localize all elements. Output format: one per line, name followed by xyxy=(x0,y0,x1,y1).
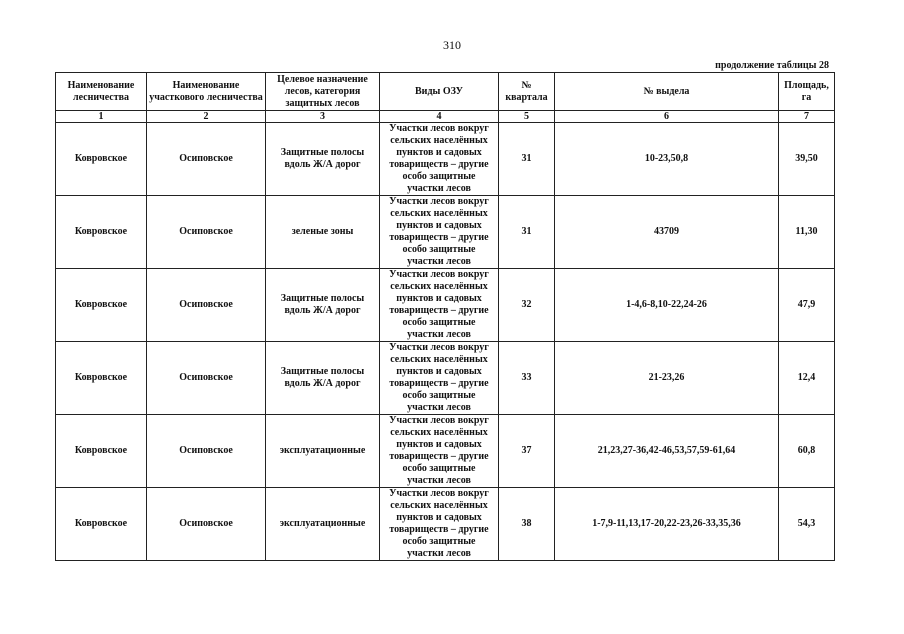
table-row xyxy=(56,196,835,269)
column-number: 5 xyxy=(499,111,555,123)
column-number: 6 xyxy=(555,111,779,123)
table-caption: продолжение таблицы 28 xyxy=(715,60,829,71)
table-row xyxy=(56,488,835,561)
table-row xyxy=(56,269,835,342)
allotments-cell: 21-23,26 xyxy=(555,342,779,415)
forestry-cell: Ковровское xyxy=(56,269,147,342)
page-number: 310 xyxy=(443,38,461,52)
header-ozu: Виды ОЗУ xyxy=(380,73,499,111)
forest-table xyxy=(55,72,835,561)
forestry-cell: Ковровское xyxy=(56,415,147,488)
purpose-cell: Защитные полосы вдоль Ж/А дорог xyxy=(266,269,380,342)
district-cell: Осиповское xyxy=(147,415,266,488)
area-cell: 47,9 xyxy=(779,269,835,342)
area-cell: 60,8 xyxy=(779,415,835,488)
quarter-cell: 38 xyxy=(499,488,555,561)
allotments-cell: 10-23,50,8 xyxy=(555,123,779,196)
purpose-cell: эксплуатационные xyxy=(266,488,380,561)
header-district: Наименование участкового лесничества xyxy=(147,73,266,111)
purpose-cell: Защитные полосы вдоль Ж/А дорог xyxy=(266,342,380,415)
purpose-cell: эксплуатационные xyxy=(266,415,380,488)
forestry-cell: Ковровское xyxy=(56,196,147,269)
district-cell: Осиповское xyxy=(147,123,266,196)
forestry-cell: Ковровское xyxy=(56,123,147,196)
ozu-cell: Участки лесов вокруг сельских населённых пунктов и садовых товариществ – другие особо защитные участки лесов xyxy=(380,196,499,269)
quarter-cell: 32 xyxy=(499,269,555,342)
column-number: 3 xyxy=(266,111,380,123)
area-cell: 12,4 xyxy=(779,342,835,415)
allotments-cell: 1-7,9-11,13,17-20,22-23,26-33,35,36 xyxy=(555,488,779,561)
table-header-row xyxy=(56,73,835,111)
district-cell: Осиповское xyxy=(147,488,266,561)
district-cell: Осиповское xyxy=(147,342,266,415)
ozu-cell: Участки лесов вокруг сельских населённых пунктов и садовых товариществ – другие особо защитные участки лесов xyxy=(380,488,499,561)
area-cell: 39,50 xyxy=(779,123,835,196)
header-purpose: Целевое назначение лесов, категория защитных лесов xyxy=(266,73,380,111)
district-cell: Осиповское xyxy=(147,269,266,342)
table-row xyxy=(56,123,835,196)
allotments-cell: 1-4,6-8,10-22,24-26 xyxy=(555,269,779,342)
column-number-row xyxy=(56,111,835,123)
forestry-cell: Ковровское xyxy=(56,342,147,415)
quarter-cell: 31 xyxy=(499,123,555,196)
column-number: 4 xyxy=(380,111,499,123)
forestry-cell: Ковровское xyxy=(56,488,147,561)
table-row xyxy=(56,342,835,415)
ozu-cell: Участки лесов вокруг сельских населённых пунктов и садовых товариществ – другие особо защитные участки лесов xyxy=(380,342,499,415)
allotments-cell: 21,23,27-36,42-46,53,57,59-61,64 xyxy=(555,415,779,488)
column-number: 1 xyxy=(56,111,147,123)
area-cell: 54,3 xyxy=(779,488,835,561)
header-forestry: Наименование лесничества xyxy=(56,73,147,111)
header-area: Площадь, га xyxy=(779,73,835,111)
area-cell: 11,30 xyxy=(779,196,835,269)
purpose-cell: Защитные полосы вдоль Ж/А дорог xyxy=(266,123,380,196)
quarter-cell: 33 xyxy=(499,342,555,415)
header-quarter: № квартала xyxy=(499,73,555,111)
ozu-cell: Участки лесов вокруг сельских населённых пунктов и садовых товариществ – другие особо защитные участки лесов xyxy=(380,269,499,342)
ozu-cell: Участки лесов вокруг сельских населённых пунктов и садовых товариществ – другие особо защитные участки лесов xyxy=(380,415,499,488)
purpose-cell: зеленые зоны xyxy=(266,196,380,269)
ozu-cell: Участки лесов вокруг сельских населённых пунктов и садовых товариществ – другие особо защитные участки лесов xyxy=(380,123,499,196)
table-row xyxy=(56,415,835,488)
allotments-cell: 43709 xyxy=(555,196,779,269)
quarter-cell: 31 xyxy=(499,196,555,269)
quarter-cell: 37 xyxy=(499,415,555,488)
column-number: 7 xyxy=(779,111,835,123)
district-cell: Осиповское xyxy=(147,196,266,269)
column-number: 2 xyxy=(147,111,266,123)
header-allotments: № выдела xyxy=(555,73,779,111)
